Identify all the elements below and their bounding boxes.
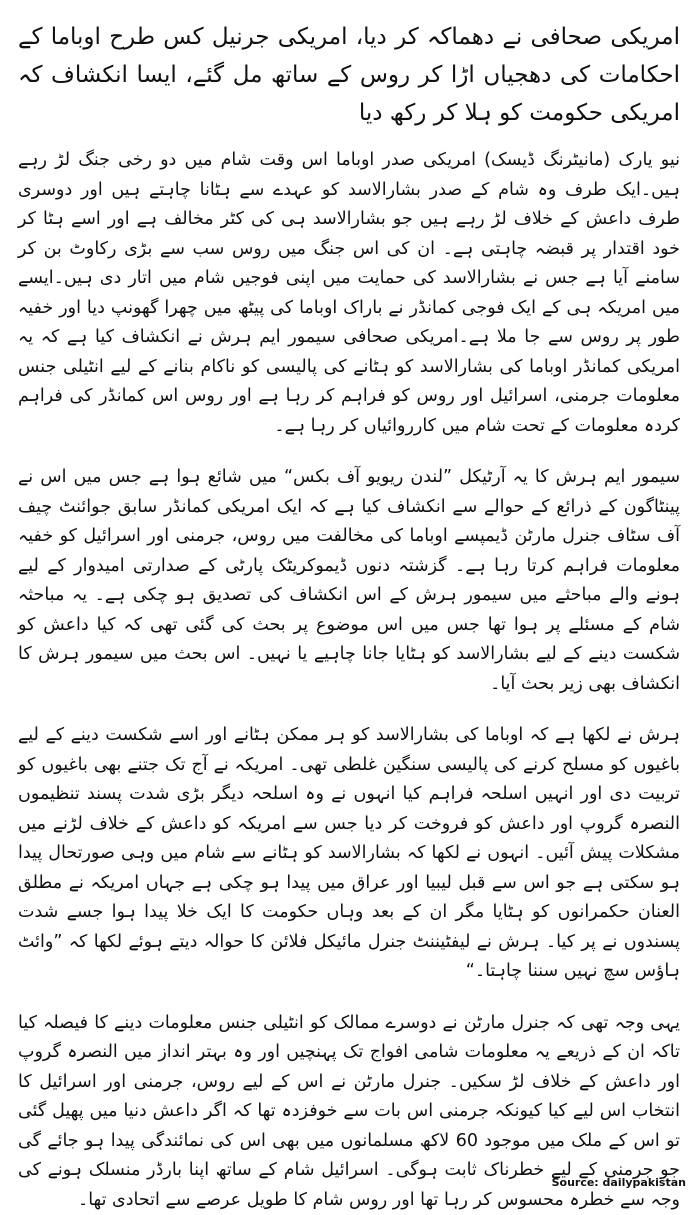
paragraph: سیمور ایم ہرش کا یہ آرٹیکل ”لندن ریویو آف بکس“ میں شائع ہوا ہے جس میں اس نے پینٹاگون کے ذرائع کے حوالے سے انکشاف کیا ہے کہ ایک امریکی کمانڈر سابق جوائنٹ چیف آف سٹاف جنرل مارٹن ڈیمپسے اوباما کی مخالفت میں روس، جرمنی اور اسرائیل کو خفیہ معلومات فراہم کرتا رہا ہے۔ گزشتہ دنوں ڈیموکریٹک پارٹی کے صدارتی امیدوار کے لیے ہونے والے مباحثے میں سیمور ہرش کے اس انکشاف کی تصدیق ہو چکی ہے۔ یہ مباحثہ شام کے مسئلے پر ہوا تھا جس میں اس موضوع پر بحث کی گئی تھی کہ کیا داعش کو شکست دینے کے لیے بشارالاسد کو ہٹایا جانا چاہیے یا نہیں۔ اس بحث میں سیمور ہرش کا انکشاف بھی زیر بحث آیا۔ [14, 463, 684, 699]
source-credit: Source: dailypakistan [552, 1176, 686, 1189]
paragraph: نیو یارک (مانیٹرنگ ڈیسک) امریکی صدر اوباما اس وقت شام میں دو رخی جنگ لڑ رہے ہیں۔ایک طرف وہ شام کے صدر بشارالاسد کو عہدے سے ہٹانا چاہتے ہیں اور دوسری طرف داعش کے خلاف لڑ رہے ہیں جو بشارالاسد ہی کی کٹر مخالف ہے اور اسے ہٹا کر خود اقتدار پر قبضہ چاہتی ہے۔ ان کی اس جنگ میں روس سب سے بڑی رکاوٹ بن کر سامنے آیا ہے جس نے بشارالاسد کی حمایت میں اپنی فوجیں شام میں اتار دی ہیں۔ایسے میں امریکہ ہی کے ایک فوجی کمانڈر نے باراک اوباما کی پیٹھ میں چھرا گھونپ دیا اور خفیہ طور پر روس سے جا ملا ہے۔امریکی صحافی سیمور ایم ہرش نے انکشاف کیا ہے کہ یہ امریکی کمانڈر اوباما کی بشارالاسد کو ہٹانے کی پالیسی کو ناکام بنانے کے لیے انٹیلی جنس معلومات جرمنی، اسرائیل اور روس کو فراہم کر رہا ہے اور روس اس کمانڈر کی فراہم کردہ معلومات کے تحت شام میں کارروائیاں کر رہا ہے۔ [14, 146, 684, 441]
paragraph: ہرش نے لکھا ہے کہ اوباما کی بشارالاسد کو ہر ممکن ہٹانے اور اسے شکست دینے کے لیے باغیوں کو مسلح کرنے کی پالیسی سنگین غلطی تھی۔ امریکہ نے آج تک جتنے بھی باغیوں کو تربیت دی اور انہیں اسلحہ فراہم کیا انہوں نے وہ اسلحہ دیگر بڑی شدت پسند تنظیموں النصرہ گروپ اور داعش کو فروخت کر دیا جس سے امریکہ کو داعش کے خلاف لڑنے میں مشکلات پیش آئیں۔ انہوں نے لکھا کہ بشارالاسد کو ہٹانے سے شام میں وہی صورتحال پیدا ہو سکتی ہے جو اس سے قبل لیبیا اور عراق میں پیدا ہو چکی ہے جہاں امریکہ نے مطلق العنان حکمرانوں کو ہٹایا مگر ان کے بعد وہاں حکومت کا ایک خلا پیدا ہوا جسے شدت پسندوں نے پر کیا۔ ہرش نے لیفٹیننٹ جنرل مائیکل فلائن کا حوالہ دیتے ہوئے لکھا کہ ”وائٹ ہاؤس سچ نہیں سننا چاہتا۔“ [14, 721, 684, 987]
paragraph: یہی وجہ تھی کہ جنرل مارٹن نے دوسرے ممالک کو انٹیلی جنس معلومات دینے کا فیصلہ کیا تاکہ ان کے ذریعے یہ معلومات شامی افواج تک پہنچیں اور وہ بہتر انداز میں النصرہ گروپ اور داعش کے خلاف لڑ سکیں۔ جنرل مارٹن نے اس کے لیے روس، جرمنی اور اسرائیل کا انتخاب اس لیے کیا کیونکہ جرمنی اس بات سے خوفزدہ تھا کہ اگر داعش دنیا میں پھیل گئی تو اس کے ملک میں موجود 60 لاکھ مسلمانوں میں بھی اس کی نمائندگی پیدا ہو جائے گی جو جرمنی کے لیے خطرناک ثابت ہوگی۔ اسرائیل شام کے ساتھ اپنا بارڈر منسلک ہونے کی وجہ سے خطرہ محسوس کر رہا تھا اور روس شام کا طویل عرصے سے اتحادی تھا۔ [14, 1009, 684, 1215]
headline: امریکی صحافی نے دھماکہ کر دیا، امریکی جرنیل کس طرح اوباما کے احکامات کی دھجیاں اڑا کر روس کے ساتھ مل گئے، ایسا انکشاف کہ امریکی حکومت کو ہلا کر رکھ دیا [14, 18, 684, 132]
article-body [14, 146, 684, 1215]
